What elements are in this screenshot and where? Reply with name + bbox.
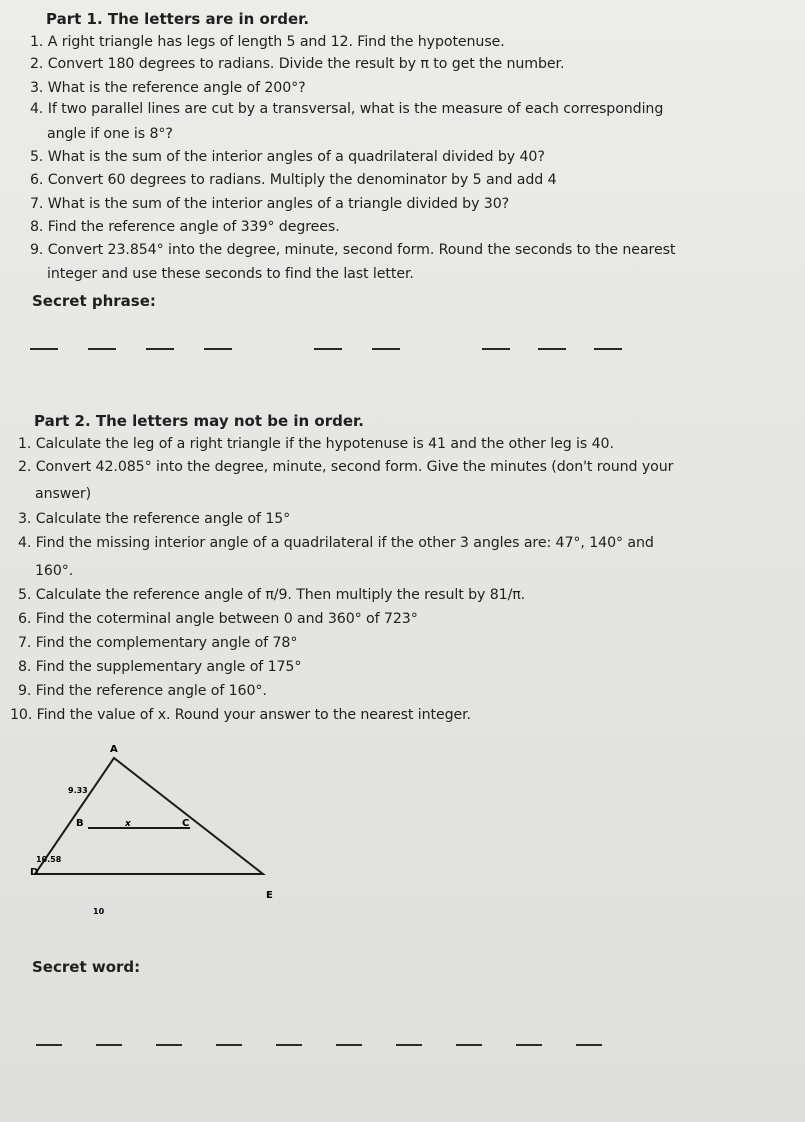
part1-question-8: 8. Find the reference angle of 339° degrees. [30, 219, 340, 235]
part2-question-3: 3. Calculate the reference angle of 15° [18, 511, 291, 527]
part1-question-4: 4. If two parallel lines are cut by a transversal, what is the measure of each corresponding [30, 101, 664, 117]
answer-blank[interactable] [576, 1044, 602, 1046]
answer-blank[interactable] [36, 1044, 62, 1046]
part2-question-9: 9. Find the reference angle of 160°. [18, 683, 267, 699]
triangle-figure [30, 738, 290, 928]
label-ab-length: 9.33 [68, 786, 88, 795]
secret-word-label: Secret word: [32, 958, 141, 976]
part2-question-5: 5. Calculate the reference angle of π/9. Then multiply the result by 81/π. [18, 587, 526, 603]
part2-question-10: 10. Find the value of x. Round your answer to the nearest integer. [10, 707, 471, 723]
part2-question-8: 8. Find the supplementary angle of 175° [18, 659, 302, 675]
answer-blank[interactable] [30, 348, 58, 350]
part1-question-1: 1. A right triangle has legs of length 5 and 12. Find the hypotenuse. [30, 34, 505, 50]
answer-blank[interactable] [156, 1044, 182, 1046]
answer-blank[interactable] [336, 1044, 362, 1046]
label-b: B [76, 818, 84, 829]
part1-question-7: 7. What is the sum of the interior angles of a triangle divided by 30? [30, 196, 510, 212]
label-e: E [266, 890, 273, 901]
triangle-ade [35, 758, 263, 874]
answer-blank[interactable] [372, 348, 400, 350]
part1-question-5: 5. What is the sum of the interior angles of a quadrilateral divided by 40? [30, 149, 545, 165]
answer-blank[interactable] [594, 348, 622, 350]
secret-word-blanks [36, 1044, 602, 1046]
answer-blank[interactable] [204, 348, 232, 350]
answer-blank[interactable] [216, 1044, 242, 1046]
answer-blank[interactable] [482, 348, 510, 350]
answer-blank[interactable] [538, 348, 566, 350]
part1-question-9: 9. Convert 23.854° into the degree, minute, second form. Round the seconds to the nearest [30, 242, 676, 258]
part1-question-9-cont: integer and use these seconds to find the last letter. [47, 266, 414, 282]
part2-question-4-cont: 160°. [35, 563, 74, 579]
part1-question-4-cont: angle if one is 8°? [47, 126, 173, 142]
part2-question-2: 2. Convert 42.085° into the degree, minute, second form. Give the minutes (don't round your [18, 459, 674, 475]
answer-blank[interactable] [456, 1044, 482, 1046]
answer-blank[interactable] [396, 1044, 422, 1046]
answer-blank[interactable] [276, 1044, 302, 1046]
label-bd-length: 10.58 [36, 855, 62, 864]
part1-question-3: 3. What is the reference angle of 200°? [30, 80, 306, 96]
secret-phrase-label: Secret phrase: [32, 292, 156, 310]
part2-question-2-cont: answer) [35, 486, 92, 502]
part1-question-6: 6. Convert 60 degrees to radians. Multiply the denominator by 5 and add 4 [30, 172, 557, 188]
label-de-length: 10 [93, 907, 105, 916]
answer-blank[interactable] [146, 348, 174, 350]
part2-question-6: 6. Find the coterminal angle between 0 and 360° of 723° [18, 611, 418, 627]
secret-phrase-blanks [30, 348, 622, 350]
label-c: C [182, 818, 190, 829]
answer-blank[interactable] [516, 1044, 542, 1046]
answer-blank[interactable] [88, 348, 116, 350]
part2-question-7: 7. Find the complementary angle of 78° [18, 635, 298, 651]
part1-heading: Part 1. The letters are in order. [46, 10, 310, 28]
part2-heading: Part 2. The letters may not be in order. [34, 412, 364, 430]
answer-blank[interactable] [314, 348, 342, 350]
label-x: x [125, 819, 131, 829]
label-d: D [30, 867, 39, 878]
answer-blank[interactable] [96, 1044, 122, 1046]
label-a: A [110, 744, 118, 755]
part1-question-2: 2. Convert 180 degrees to radians. Divide the result by π to get the number. [30, 56, 565, 72]
part2-question-1: 1. Calculate the leg of a right triangle if the hypotenuse is 41 and the other leg is 40. [18, 436, 614, 452]
part2-question-4: 4. Find the missing interior angle of a quadrilateral if the other 3 angles are: 47°, 140° and [18, 535, 654, 551]
